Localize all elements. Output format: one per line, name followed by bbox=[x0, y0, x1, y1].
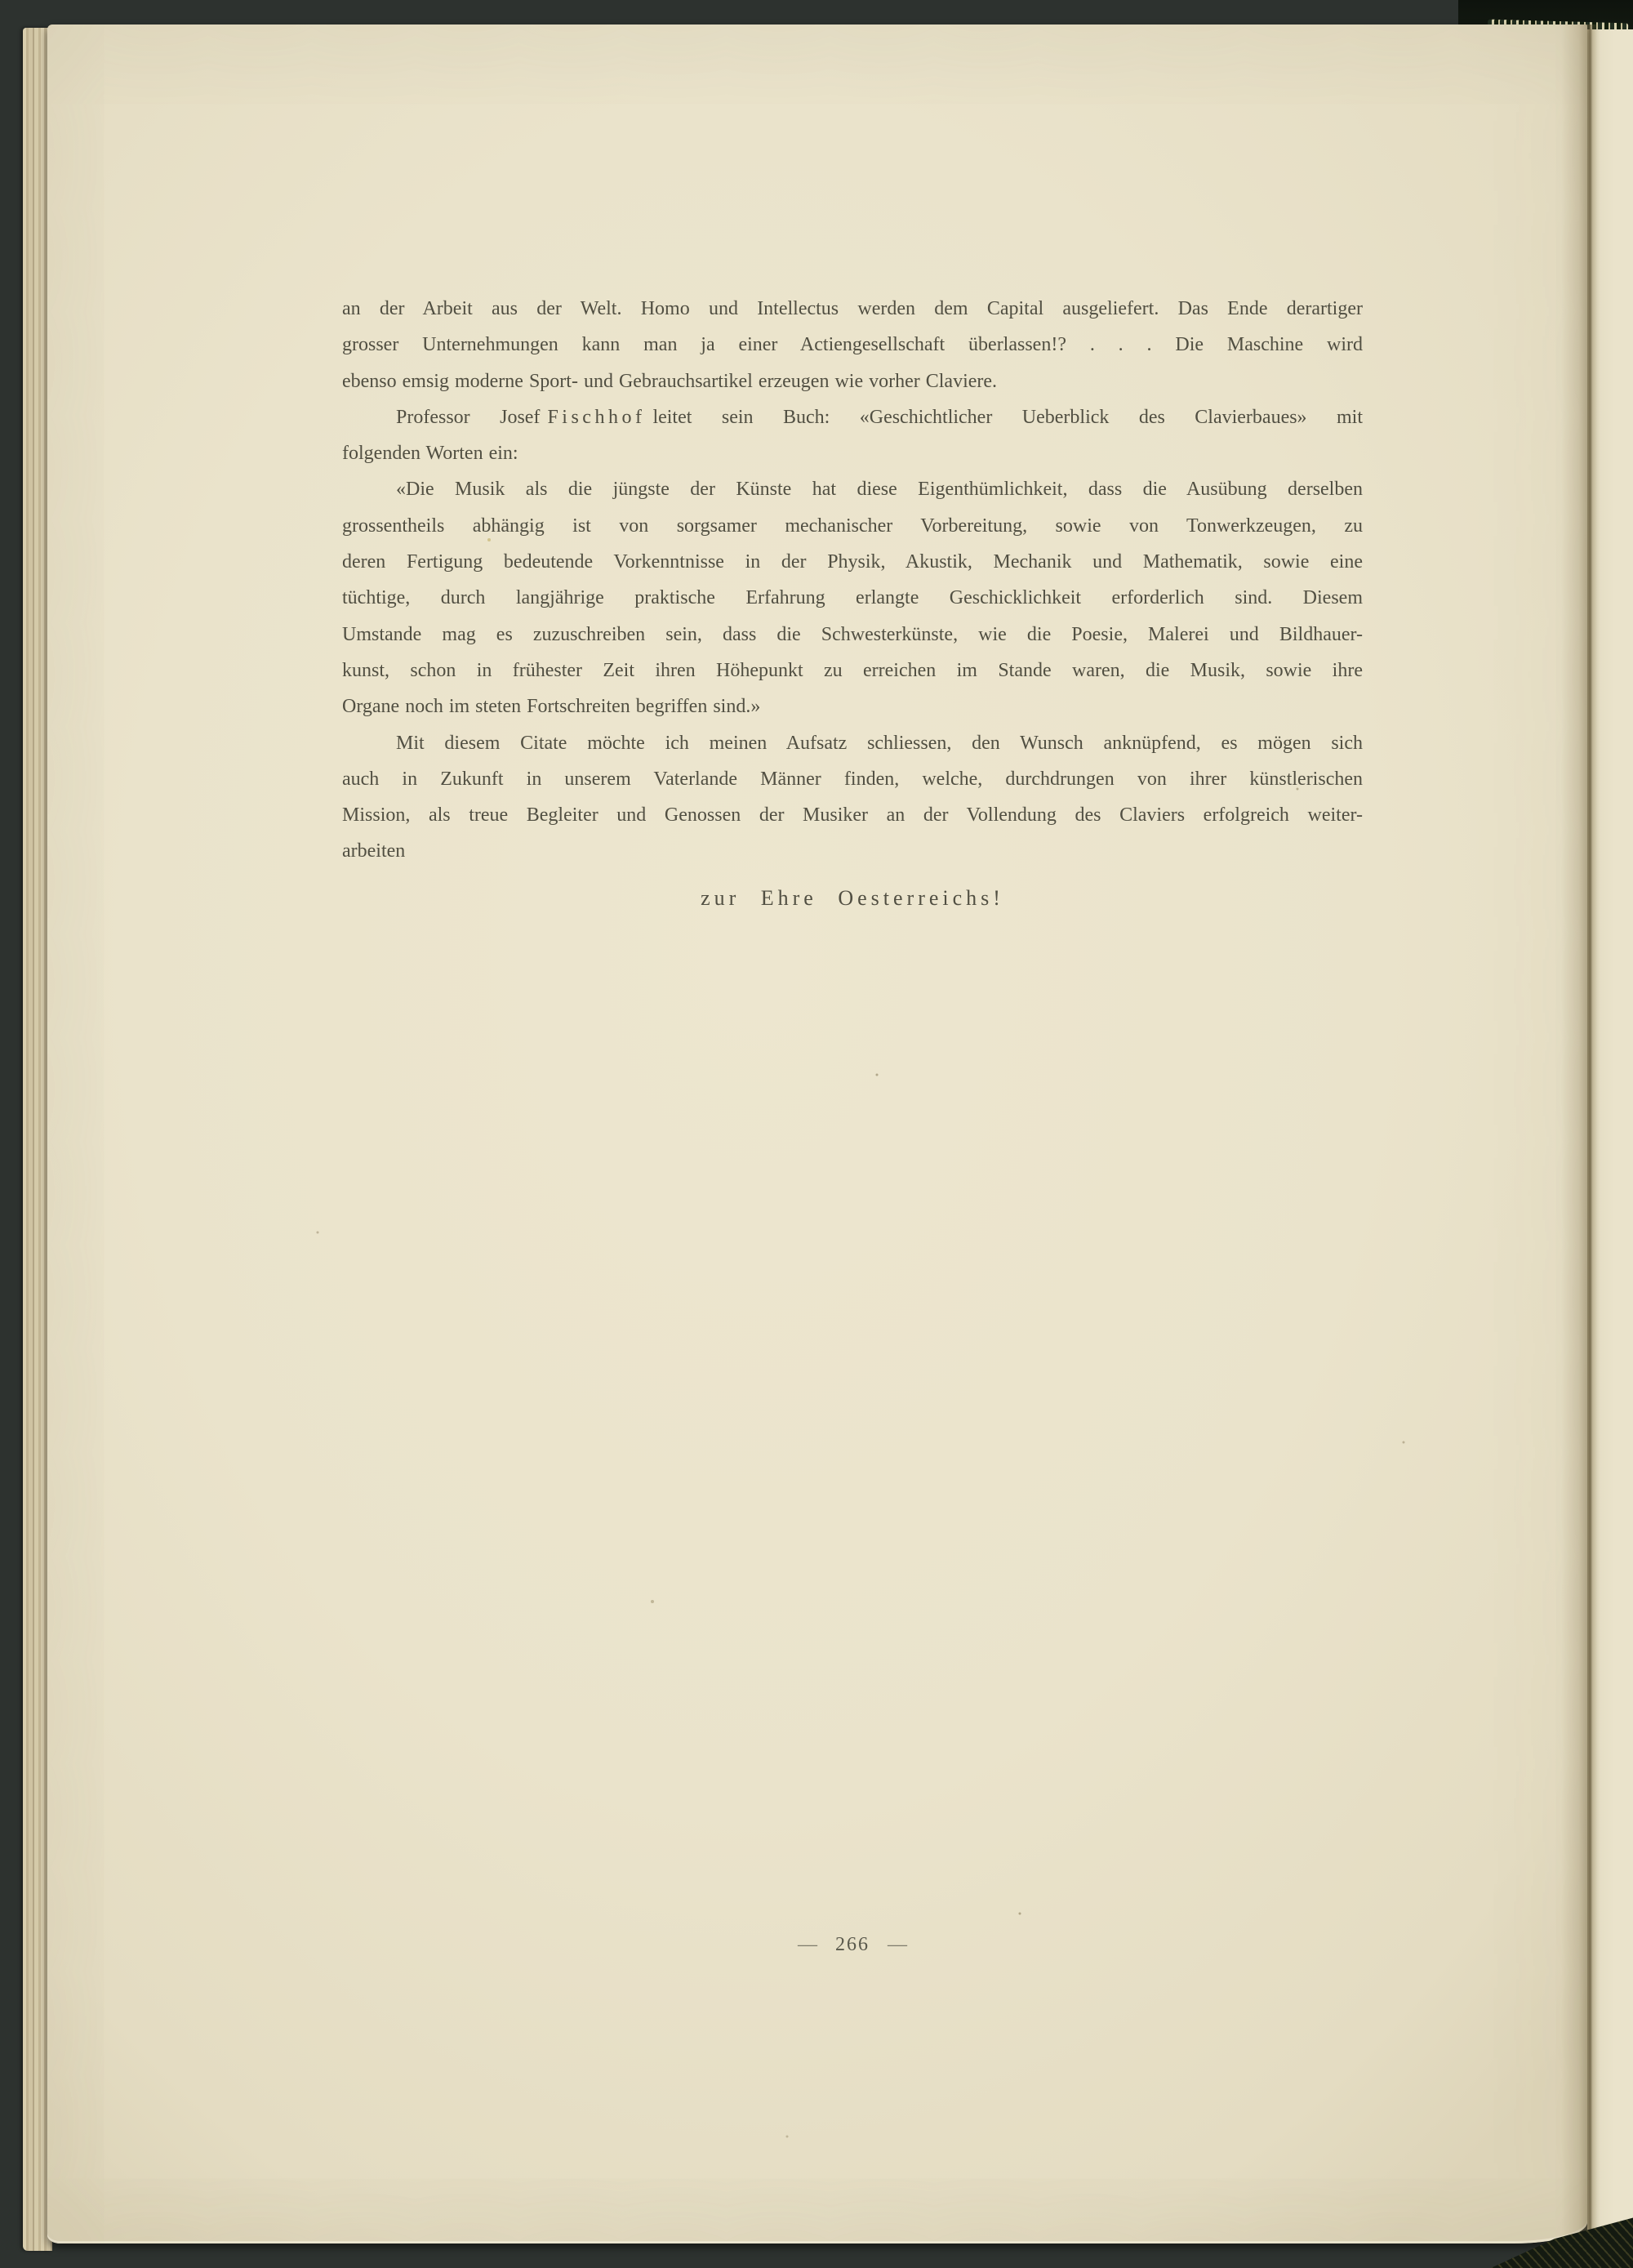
text-line: arbeiten bbox=[342, 840, 406, 862]
text-line: auch in Zukunft in unserem Vaterlande Männer finden, welche, durchdrungen von ihrer künstlerischen bbox=[342, 768, 1363, 790]
text-line: Mit diesem Citate möchte ich meinen Aufsatz schliessen, den Wunsch anknüpfend, es mögen sich bbox=[396, 732, 1363, 754]
text-line: grossentheils abhängig ist von sorgsamer mechanischer Vorbereitung, sowie von Tonwerkzeugen, zu bbox=[342, 515, 1363, 537]
text-line: ebenso emsig moderne Sport- und Gebrauchsartikel erzeugen wie vorher Claviere. bbox=[342, 370, 998, 392]
text-segment: Professor Josef bbox=[396, 406, 541, 428]
book-page bbox=[47, 25, 1587, 2243]
text-line: grosser Unternehmungen kann man ja einer Actiengesellschaft überlassen!? . . . Die Maschine wird bbox=[342, 334, 1363, 356]
text-line: kunst, schon in frühester Zeit ihren Höhepunkt zu erreichen im Stande waren, die Musik, sowie ihre bbox=[342, 659, 1363, 681]
text-line: Mission, als treue Begleiter und Genossen der Musiker an der Vollendung des Claviers erfolgreich weiter- bbox=[342, 804, 1363, 827]
gutter-crease bbox=[1561, 25, 1600, 2243]
letterspaced-name: Fischhof bbox=[547, 406, 646, 428]
folio-dash-left: — bbox=[798, 1934, 817, 1955]
text-block bbox=[342, 291, 1363, 916]
dedication-line: zur Ehre Oesterreichs! bbox=[701, 885, 1004, 910]
paper-specks bbox=[47, 25, 49, 26]
text-line: an der Arbeit aus der Welt. Homo und Intellectus werden dem Capital ausgeliefert. Das Ende derartiger bbox=[342, 298, 1363, 319]
text-line: deren Fertigung bedeutende Vorkenntnisse in der Physik, Akustik, Mechanik und Mathematik, sowie eine bbox=[342, 551, 1363, 573]
text-line: folgenden Worten ein: bbox=[342, 443, 518, 465]
folio-dash-right: — bbox=[888, 1934, 907, 1955]
text-line: Organe noch im steten Fortschreiten begriffen sind.» bbox=[342, 696, 761, 718]
text-segment: leitet sein Buch: «Geschichtlicher Ueberblick des Clavierbaues» mit bbox=[652, 406, 1363, 428]
text-line bbox=[342, 399, 1363, 435]
text-line: Umstande mag es zuzuschreiben sein, dass die Schwesterkünste, wie die Poesie, Malerei und Bildhauer- bbox=[342, 623, 1363, 645]
folio-number: 266 bbox=[835, 1934, 870, 1955]
page-number bbox=[342, 1934, 1363, 1956]
text-line: «Die Musik als die jüngste der Künste hat diese Eigenthümlichkeit, dass die Ausübung derselben bbox=[396, 479, 1363, 501]
text-line: tüchtige, durch langjährige praktische Erfahrung erlangte Geschicklichkeit erforderlich sind. Diesem bbox=[342, 587, 1363, 609]
